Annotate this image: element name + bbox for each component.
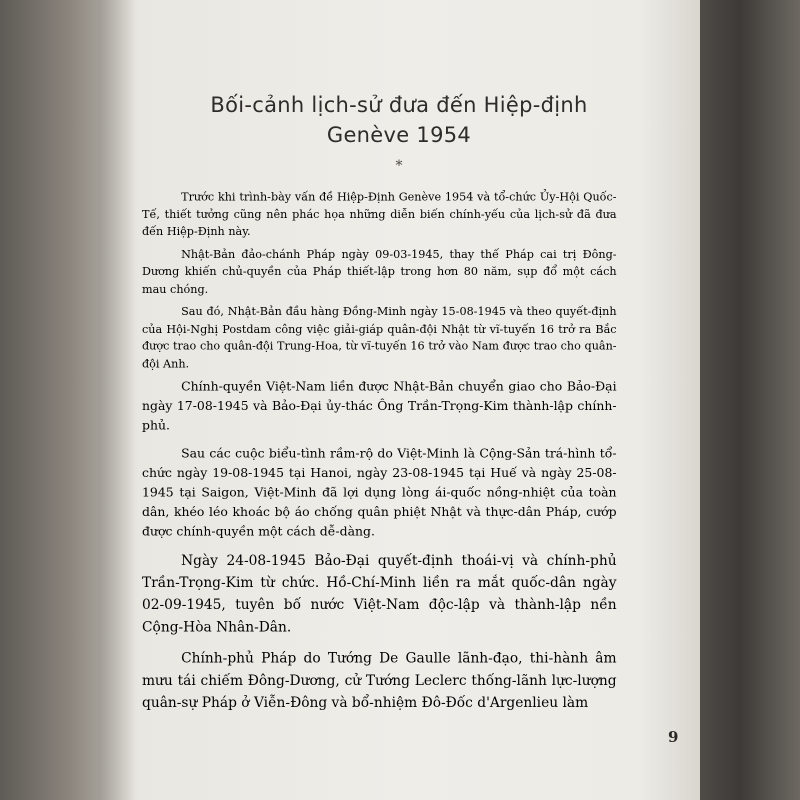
paragraph: Nhật-Bản đảo-chánh Pháp ngày 09-03-1945, thay thế Pháp cai trị Đông-Dương khiến chủ-quyền của Pháp thiết-lập trong hơn 80 năm, sụp đổ một cách mau chóng.: [142, 247, 617, 296]
chapter-title-line-1: Bối-cảnh lịch-sử đưa đến Hiệp-định: [210, 93, 588, 117]
paragraph: Sau các cuộc biểu-tình rầm-rộ do Việt-Minh là Cộng-Sản trá-hình tổ-chức ngày 19-08-1945 tại Hanoi, ngày 23-08-1945 tại Huế và ngày 25-08-1945 tại Saigon, Việt-Minh đã lợi dụng lòng ái-quốc nồng-nhiệt của toàn dân, khéo léo khoác bộ áo chống quân phiệt Nhật và thực-dân Pháp, cướp được chính-quyền một cách dễ-dàng.: [142, 446, 617, 540]
page-number: 9: [668, 728, 679, 746]
paragraph: Chính-quyền Việt-Nam liền được Nhật-Bản chuyển giao cho Bảo-Đại ngày 17-08-1945 và Bảo-Đại ủy-thác Ông Trần-Trọng-Kim thành-lập chính-phủ.: [142, 379, 617, 434]
paragraph: Trước khi trình-bày vấn đề Hiệp-Định Genève 1954 và tổ-chức Ủy-Hội Quốc-Tế, thiết tưởng cũng nên phác họa những diễn biến chính-yếu của lịch-sử đã đưa đến Hiệp-Định này.: [142, 189, 617, 238]
chapter-title: [98, 90, 700, 150]
body-text: [142, 188, 617, 723]
paragraph: Sau đó, Nhật-Bản đầu hàng Đồng-Minh ngày 15-08-1945 và theo quyết-định của Hội-Nghị Postdam công việc giải-giáp quân-đội Nhật từ vĩ-tuyến 16 trở ra Bắc được trao cho quân-đội Trung-Hoa, từ vĩ-tuyến 16 trở vào Nam được trao cho quân-đội Anh.: [142, 304, 617, 370]
paragraph: Ngày 24-08-1945 Bảo-Đại quyết-định thoái-vị và chính-phủ Trần-Trọng-Kim từ chức. Hồ-Chí-Minh liền ra mắt quốc-dân ngày 02-09-1945, tuyên bố nước Việt-Nam độc-lập và thành-lập nền Cộng-Hòa Nhân-Dân.: [142, 552, 617, 636]
book-edge-left: [0, 0, 98, 800]
chapter-title-line-2: Genève 1954: [326, 123, 472, 147]
paragraph: Chính-phủ Pháp do Tướng De Gaulle lãnh-đạo, thi-hành âm mưu tái chiếm Đông-Dương, cử Tướng Leclerc thống-lãnh lực-lượng quân-sự Pháp ở Viễn-Đông và bổ-nhiệm Đô-Đốc d'Argenlieu làm: [142, 650, 617, 711]
book-edge-right: [700, 0, 800, 800]
title-ornament: *: [395, 158, 403, 174]
